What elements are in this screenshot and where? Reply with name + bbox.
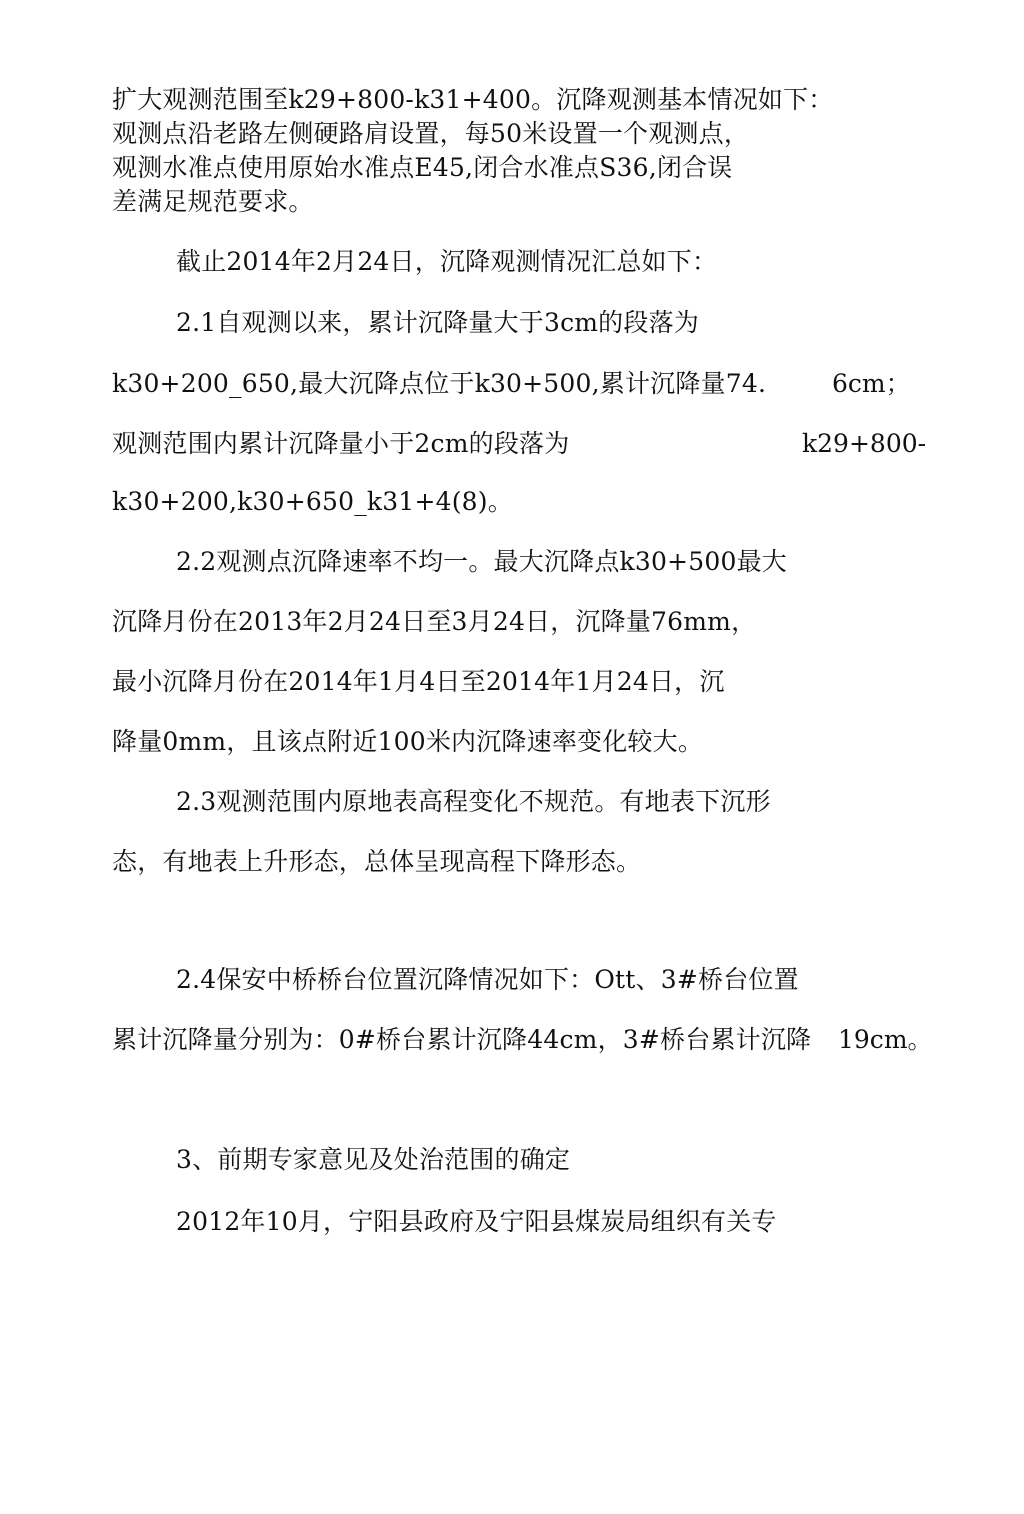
section-3-paragraph-line-1: 2012年10月，宁阳县政府及宁阳县煤炭局组织有关专 (176, 1207, 777, 1236)
section-2-2-line-2: 沉降月份在2013年2月24日至3月24日，沉降量76mm， (112, 607, 757, 636)
section-2-3-line-1: 2.3观测范围内原地表高程变化不规范。有地表下沉形 (176, 787, 771, 816)
section-2-1-line-1: 2.1自观测以来，累计沉降量大于3cm的段落为 (176, 308, 699, 337)
section-2-2-line-4: 降量0mm，且该点附近100米内沉降速率变化较大。 (112, 727, 704, 756)
paragraph-line-2: 观测点沿老路左侧硬路肩设置，每50米设置一个观测点， (112, 119, 750, 148)
section-2-1-line-2-right: 6cm； (832, 369, 911, 398)
section-2-1-line-4: k30+200,k30+650_k31+4(8)。 (112, 487, 513, 516)
paragraph-line-3: 观测水准点使用原始水准点E45,闭合水准点S36,闭合误 (112, 153, 733, 182)
section-2-4-line-2: 累计沉降量分别为：0#桥台累计沉降44cm，3#桥台累计沉降 (112, 1025, 812, 1054)
section-2-2-line-1: 2.2观测点沉降速率不均一。最大沉降点k30+500最大 (176, 547, 787, 576)
section-3-heading: 3、前期专家意见及处治范围的确定 (176, 1145, 571, 1174)
paragraph-line-4: 差满足规范要求。 (112, 187, 314, 216)
paragraph-line-1: 扩大观测范围至k29+800-k31+400。沉降观测基本情况如下： (112, 85, 834, 114)
section-2-2-line-3: 最小沉降月份在2014年1月4日至2014年1月24日，沉 (112, 667, 725, 696)
section-2-3-line-2: 态，有地表上升形态，总体呈现高程下降形态。 (112, 847, 642, 876)
summary-intro-line: 截止2014年2月24日，沉降观测情况汇总如下： (176, 247, 718, 276)
section-2-1-line-3-right: k29+800- (802, 429, 927, 458)
section-2-1-line-2: k30+200_650,最大沉降点位于k30+500,累计沉降量74. (112, 369, 767, 398)
section-2-4-line-2-right: 19cm。 (838, 1025, 933, 1054)
section-2-4-line-1: 2.4保安中桥桥台位置沉降情况如下：Ott、3#桥台位置 (176, 965, 799, 994)
section-2-1-line-3: 观测范围内累计沉降量小于2cm的段落为 (112, 429, 570, 458)
